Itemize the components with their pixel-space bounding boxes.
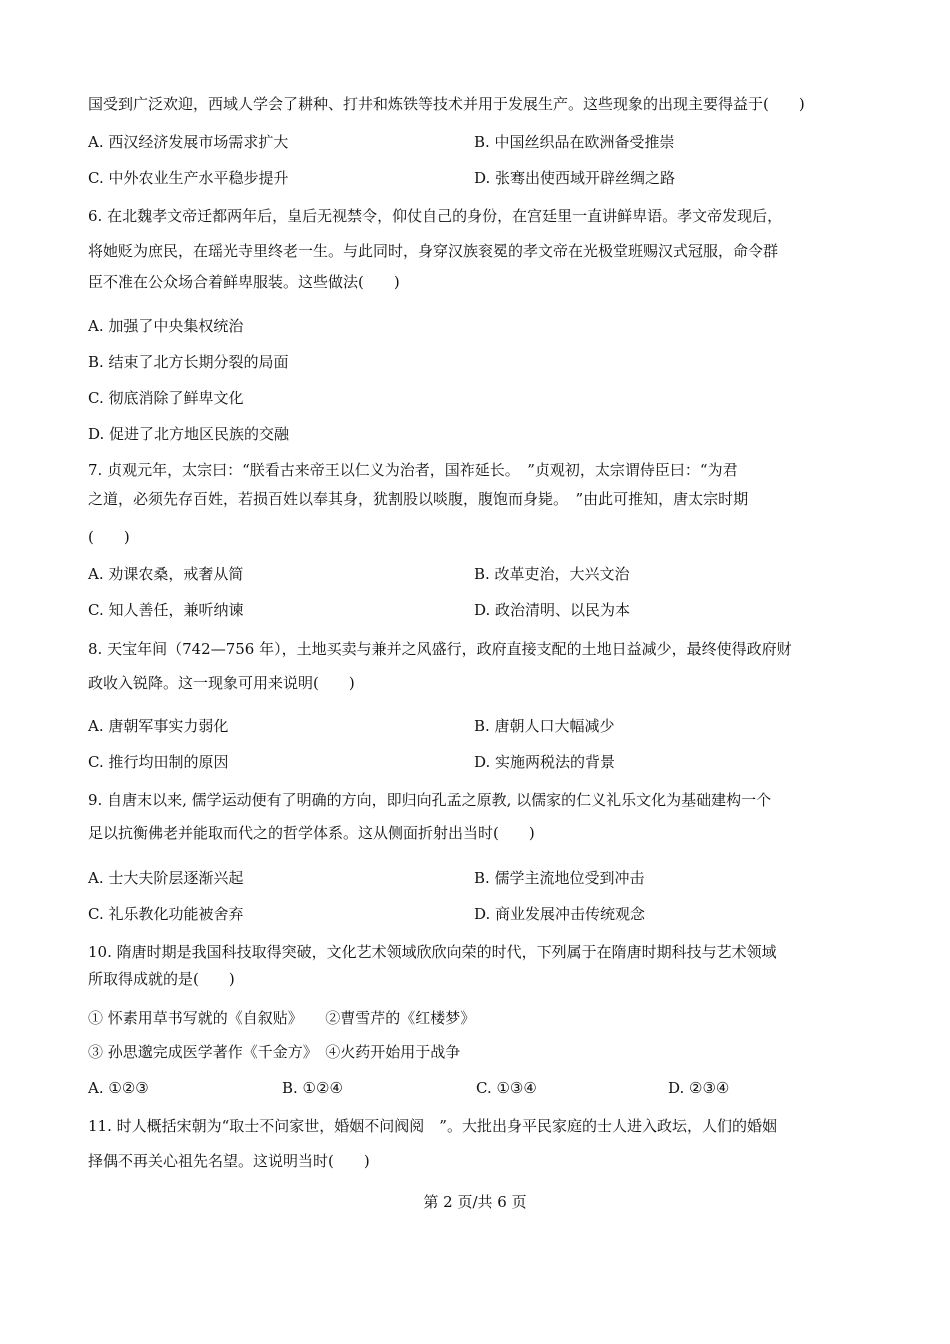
q5-option-d: D. 张骞出使西域开辟丝绸之路 xyxy=(474,169,676,187)
q7-stem-line-1: 7. 贞观元年，太宗曰：“朕看古来帝王以仁义为治者，国祚延长。 ”贞观初，太宗谓侍臣曰：“为君 xyxy=(88,461,738,479)
q7-stem-line-3: ( ) xyxy=(88,528,130,546)
q7-option-b: B. 改革吏治，大兴文治 xyxy=(474,565,630,583)
q8-option-c: C. 推行均田制的原因 xyxy=(88,753,229,771)
q10-stem-line-1: 10. 隋唐时期是我国科技取得突破，文化艺术领域欣欣向荣的时代，下列属于在隋唐时期科技与艺术领域 xyxy=(88,943,777,961)
q11-stem-line-2: 择偶不再关心祖先名望。这说明当时( ) xyxy=(88,1152,370,1170)
q10-item-line-1: ① 怀素用草书写就的《自叙贴》 ②曹雪芹的《红楼梦》 xyxy=(88,1009,476,1027)
q6-stem-line-3: 臣不准在公众场合着鲜卑服装。这些做法( ) xyxy=(88,273,400,291)
q9-option-c: C. 礼乐教化功能被舍弃 xyxy=(88,905,244,923)
q8-stem-line-1: 8. 天宝年间（742—756 年），土地买卖与兼并之风盛行，政府直接支配的土地日益减少，最终使得政府财 xyxy=(88,640,792,658)
q10-option-b: B. ①②④ xyxy=(282,1079,343,1097)
q7-option-c: C. 知人善任，兼听纳谏 xyxy=(88,601,244,619)
q6-stem-line-2: 将她贬为庶民，在瑶光寺里终老一生。与此同时，身穿汉族衮冕的孝文帝在光极堂班赐汉式冠服，命令群 xyxy=(88,242,779,260)
q6-option-c: C. 彻底消除了鲜卑文化 xyxy=(88,389,244,407)
q9-option-a: A. 士大夫阶层逐渐兴起 xyxy=(88,869,244,887)
q5-option-b: B. 中国丝织品在欧洲备受推崇 xyxy=(474,133,675,151)
q10-option-c: C. ①③④ xyxy=(476,1079,537,1097)
q8-option-b: B. 唐朝人口大幅减少 xyxy=(474,717,615,735)
q6-stem-line-1: 6. 在北魏孝文帝迁都两年后，皇后无视禁令，仰仗自己的身份，在宫廷里一直讲鲜卑语。孝文帝发现后， xyxy=(88,207,783,225)
q10-item-line-2: ③ 孙思邈完成医学著作《千金方》 ④火药开始用于战争 xyxy=(88,1043,461,1061)
q7-option-d: D. 政治清明、以民为本 xyxy=(474,601,631,619)
q10-option-a: A. ①②③ xyxy=(88,1079,149,1097)
q5-option-c: C. 中外农业生产水平稳步提升 xyxy=(88,169,289,187)
q8-stem-line-2: 政收入锐降。这一现象可用来说明( ) xyxy=(88,674,355,692)
page-footer: 第 2 页/共 6 页 xyxy=(423,1193,527,1211)
q9-option-d: D. 商业发展冲击传统观念 xyxy=(474,905,646,923)
q11-stem-line-1: 11. 时人概括宋朝为“取士不问家世，婚姻不问阀阅 ”。大批出身平民家庭的士人进入政坛，人们的婚姻 xyxy=(88,1117,777,1135)
q10-option-d: D. ②③④ xyxy=(668,1079,730,1097)
q7-option-a: A. 劝课农桑，戒奢从简 xyxy=(88,565,244,583)
q10-stem-line-2: 所取得成就的是( ) xyxy=(88,970,235,988)
q9-stem-line-2: 足以抗衡佛老并能取而代之的哲学体系。这从侧面折射出当时( ) xyxy=(88,824,535,842)
q5-stem-tail: 国受到广泛欢迎，西域人学会了耕种、打井和炼铁等技术并用于发展生产。这些现象的出现主要得益于( ) xyxy=(88,95,805,113)
q7-stem-line-2: 之道，必须先存百姓，若损百姓以奉其身，犹割股以啖腹，腹饱而身毙。 ”由此可推知，唐太宗时期 xyxy=(88,490,749,508)
q8-option-a: A. 唐朝军事实力弱化 xyxy=(88,717,229,735)
q6-option-b: B. 结束了北方长期分裂的局面 xyxy=(88,353,289,371)
q9-stem-line-1: 9. 自唐末以来, 儒学运动便有了明确的方向，即归向孔孟之原教, 以儒家的仁义礼乐文化为基础建构一个 xyxy=(88,791,772,809)
q5-option-a: A. 西汉经济发展市场需求扩大 xyxy=(88,133,289,151)
q6-option-a: A. 加强了中央集权统治 xyxy=(88,317,244,335)
q6-option-d: D. 促进了北方地区民族的交融 xyxy=(88,425,290,443)
q8-option-d: D. 实施两税法的背景 xyxy=(474,753,616,771)
q9-option-b: B. 儒学主流地位受到冲击 xyxy=(474,869,645,887)
